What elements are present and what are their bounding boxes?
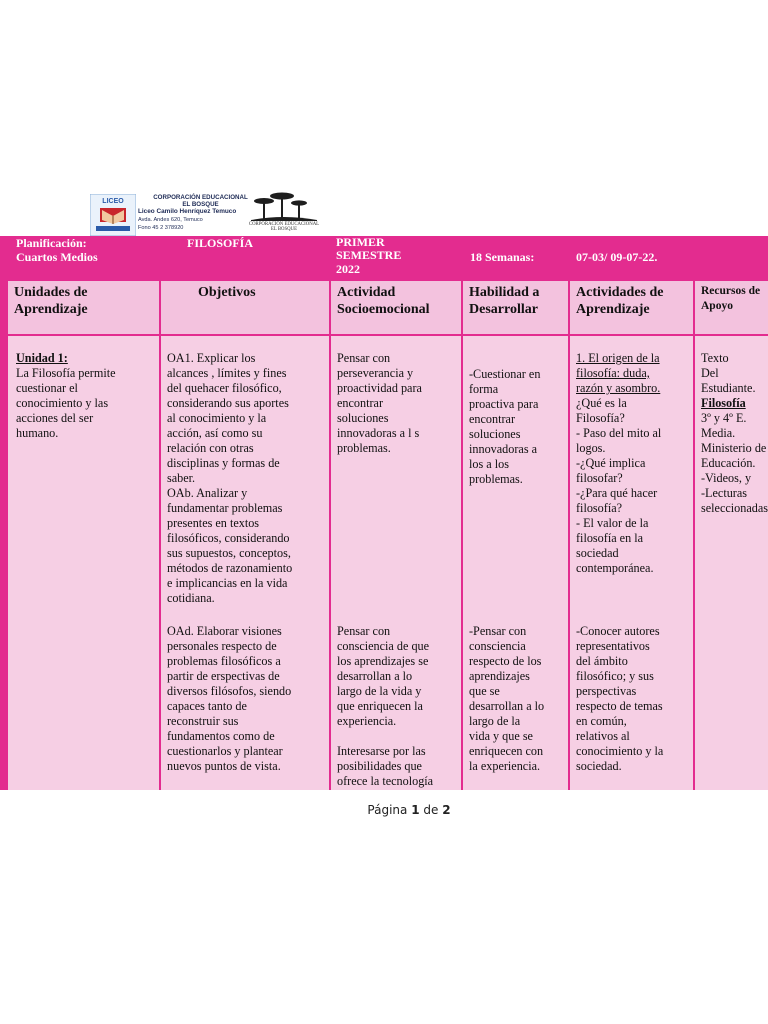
trees-caption-line1: CORPORACIÓN EDUCACIONAL [248,222,320,227]
school-name: Liceo Camilo Henríquez Temuco [138,208,237,216]
recursos-block: Texto Del Estudiante. Filosofía 3º y 4º E. Media. Ministerio de Educación. -Videos, y -Lecturas seleccionadas [701,351,768,515]
weeks-label: 18 Semanas: [470,250,535,264]
course-label: Cuartos Medios [16,250,98,264]
trees-caption-line2: EL BOSQUE [270,227,298,233]
column-header-actividades: Actividades de Aprendizaje [570,281,693,334]
column-header-unidades: Unidades de Aprendizaje [8,281,159,334]
column-header-habilidad: Habilidad a Desarrollar [463,281,568,334]
actividades-block2: -Conocer autores representativos del ámbito filosófico; y sus perspectivas respecto de temas en común, relativos al conocimiento y la sociedad. [576,624,664,773]
habilidad-block2: -Pensar con consciencia respecto de los aprendizajes que se desarrollan a lo largo de la vida y que se enriquecen con la experiencia. [469,624,545,773]
actividades-title-1: 1. El origen de la [576,351,660,365]
actividades-title-3: razón y asombro. [576,381,661,395]
planning-header-bar [0,236,768,280]
unidad-text: Unidad 1: La Filosofía permite cuestionar el conocimiento y las acciones del ser humano. [16,351,116,440]
column-header-socioemocional: Actividad Socioemocional [331,281,461,334]
objetivos-block1: OA1. Explicar los alcances , límites y fines del quehacer filosófico, considerando sus aportes al conocimiento y la acción, así como su relación con otras disciplinas y formas de saber. OAb. Analizar y fundamentar problemas presentes en textos filosóficos, considerando sus supuestos, conceptos, métodos de razonamiento e implicancias en la vida cotidiana. [167,351,293,605]
semester-line2: SEMESTRE [336,248,402,262]
semester-line1: PRIMER [336,235,385,249]
school-address: Avda. Andes 620, Temuco [138,216,203,223]
school-phone: Fono 45 2 378920 [138,224,184,231]
actividades-title-2: filosofía: duda, [576,366,650,380]
objetivos-block2: OAd. Elaborar visiones personales respecto de problemas filosóficos a partir de erspectivas de diversos filósofos, siendo capaces tanto de reconstruir sus fundamentos como de cuestionarlos y plantear nuevos puntos de vista. [167,624,292,773]
dates-label: 07-03/ 09-07-22. [576,250,658,264]
footer-de: de [423,803,439,817]
trees-caption [244,222,324,232]
column-header-objetivos: Objetivos [161,281,329,334]
socioemocional-block2: Pensar con consciencia de que los aprendizajes se desarrollan a lo largo de la vida y que enriquecen la experiencia. [337,624,430,728]
socioemocional-block1: Pensar con perseverancia y proactividad para encontrar soluciones innovadoras a l s problemas. [337,351,422,455]
unidad-title: Unidad 1: [16,351,68,365]
planificacion-label: Planificación: [16,236,87,250]
corporation-line1: CORPORACIÓN EDUCACIONAL [153,194,248,201]
page-footer [0,803,768,817]
footer-current-page: 1 [411,803,420,817]
actividades-block1: 1. El origen de la filosofía: duda, razón y asombro. ¿Qué es la Filosofía? - Paso del mito al logos. -¿Qué implica filosofar? -¿Para qué hacer filosofía? - El valor de la filosofía en la sociedad contemporánea. [576,351,662,575]
subject-label: FILOSOFÍA [187,236,254,250]
school-logo [90,194,136,236]
habilidad-block1: -Cuestionar en forma proactiva para encontrar soluciones innovadoras a los a los problemas. [469,367,541,486]
column-header-recursos: Recursos de Apoyo [695,281,768,334]
footer-pagina: Página [367,803,408,817]
semester-line3: 2022 [336,262,360,276]
footer-total-pages: 2 [442,803,451,817]
logo-text: LICEO [102,198,124,205]
corporation-line2: EL BOSQUE [182,201,219,209]
socioemocional-block3: Interesarse por las posibilidades que ofrece la tecnología [337,744,434,788]
